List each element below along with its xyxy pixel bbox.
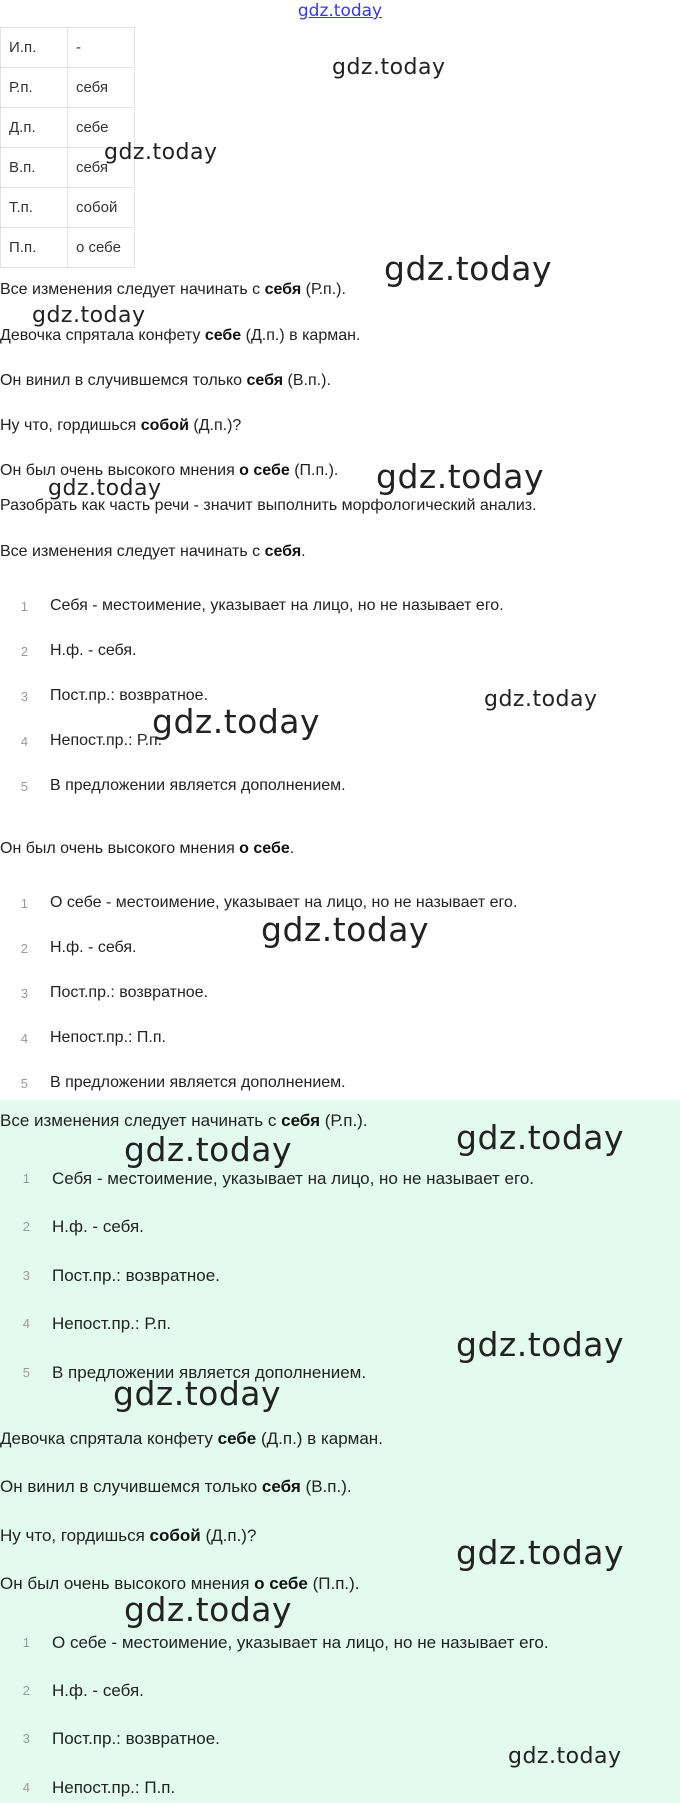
- case-cell: И.п.: [1, 28, 68, 68]
- watermark: gdz.today: [456, 1118, 625, 1157]
- list-item: 1 Себя - местоимение, указывает на лицо, но не называет его.: [20, 597, 504, 614]
- watermark: gdz.today: [48, 476, 162, 501]
- watermark: gdz.today: [484, 687, 598, 712]
- watermark: gdz.today: [32, 303, 146, 328]
- example-sentence: Ну что, гордишься собой (Д.п.)?: [0, 417, 242, 434]
- watermark: gdz.today: [124, 1130, 293, 1169]
- list-item: 1 О себе - местоимение, указывает на лицо, но не называет его.: [22, 1633, 549, 1652]
- analysis-sentence: Все изменения следует начинать с себя.: [0, 543, 306, 560]
- list-item: 2 Н.ф. - себя.: [22, 1217, 144, 1236]
- table-row: [1, 68, 135, 108]
- watermark: gdz.today: [113, 1374, 282, 1413]
- watermark: gdz.today: [261, 910, 430, 949]
- watermark: gdz.today: [152, 702, 321, 741]
- list-item: 3 Пост.пр.: возвратное.: [20, 687, 209, 704]
- form-cell: -: [68, 28, 135, 68]
- list-item: 4 Непост.пр.: П.п.: [22, 1778, 176, 1797]
- list-item: 5 В предложении является дополнением.: [22, 1363, 367, 1382]
- example-sentence: Он был очень высокого мнения о себе (П.п.).: [0, 462, 339, 479]
- list-item: 3 Пост.пр.: возвратное.: [22, 1266, 220, 1285]
- form-cell: о себе: [68, 228, 135, 268]
- list-item: 5 В предложении является дополнением.: [20, 1074, 346, 1091]
- form-cell: собой: [68, 188, 135, 228]
- list-item: 2 Н.ф. - себя.: [22, 1681, 144, 1700]
- watermark: gdz.today: [456, 1533, 625, 1572]
- answer-sentence: Он винил в случившемся только себя (В.п.).: [0, 1477, 352, 1496]
- list-item: 5 В предложении является дополнением.: [20, 777, 346, 794]
- list-item: 3 Пост.пр.: возвратное.: [22, 1729, 220, 1748]
- watermark: gdz.today: [456, 1325, 625, 1364]
- form-cell: себе: [68, 108, 135, 148]
- list-item: 2 Н.ф. - себя.: [20, 939, 137, 956]
- site-link[interactable]: gdz.today: [297, 1, 383, 21]
- analysis-intro: Разобрать как часть речи - значит выполнить морфологический анализ.: [0, 497, 537, 514]
- answer-sentence: Все изменения следует начинать с себя (Р.п.).: [0, 1111, 368, 1130]
- table-row: [1, 28, 135, 68]
- watermark: gdz.today: [508, 1744, 622, 1769]
- form-cell: себя: [68, 68, 135, 108]
- answer-sentence: Ну что, гордишься собой (Д.п.)?: [0, 1526, 257, 1545]
- watermark: gdz.today: [376, 457, 545, 496]
- analysis-sentence: Он был очень высокого мнения о себе.: [0, 840, 295, 857]
- list-item: 3 Пост.пр.: возвратное.: [20, 984, 209, 1001]
- watermark: gdz.today: [124, 1590, 293, 1629]
- list-item: 4 Непост.пр.: Р.п.: [20, 732, 163, 749]
- answer-sentence: Девочка спрятала конфету себе (Д.п.) в карман.: [0, 1429, 383, 1448]
- watermark: gdz.today: [104, 140, 218, 165]
- case-cell: П.п.: [1, 228, 68, 268]
- case-cell: Т.п.: [1, 188, 68, 228]
- list-item: 1 О себе - местоимение, указывает на лицо, но не называет его.: [20, 894, 518, 911]
- table-row: [1, 188, 135, 228]
- list-item: 2 Н.ф. - себя.: [20, 642, 137, 659]
- example-sentence: Все изменения следует начинать с себя (Р.п.).: [0, 281, 346, 298]
- case-cell: В.п.: [1, 148, 68, 188]
- example-sentence: Девочка спрятала конфету себе (Д.п.) в карман.: [0, 327, 361, 344]
- table-row: [1, 228, 135, 268]
- case-cell: Д.п.: [1, 108, 68, 148]
- example-sentence: Он винил в случившемся только себя (В.п.).: [0, 372, 331, 389]
- list-item: 1 Себя - местоимение, указывает на лицо, но не называет его.: [22, 1169, 534, 1188]
- watermark: gdz.today: [384, 249, 553, 288]
- answer-sentence: Он был очень высокого мнения о себе (П.п.).: [0, 1574, 360, 1593]
- list-item: 4 Непост.пр.: Р.п.: [22, 1314, 172, 1333]
- form-cell: себя: [68, 148, 135, 188]
- case-cell: Р.п.: [1, 68, 68, 108]
- list-item: 4 Непост.пр.: П.п.: [20, 1029, 166, 1046]
- watermark: gdz.today: [332, 55, 446, 80]
